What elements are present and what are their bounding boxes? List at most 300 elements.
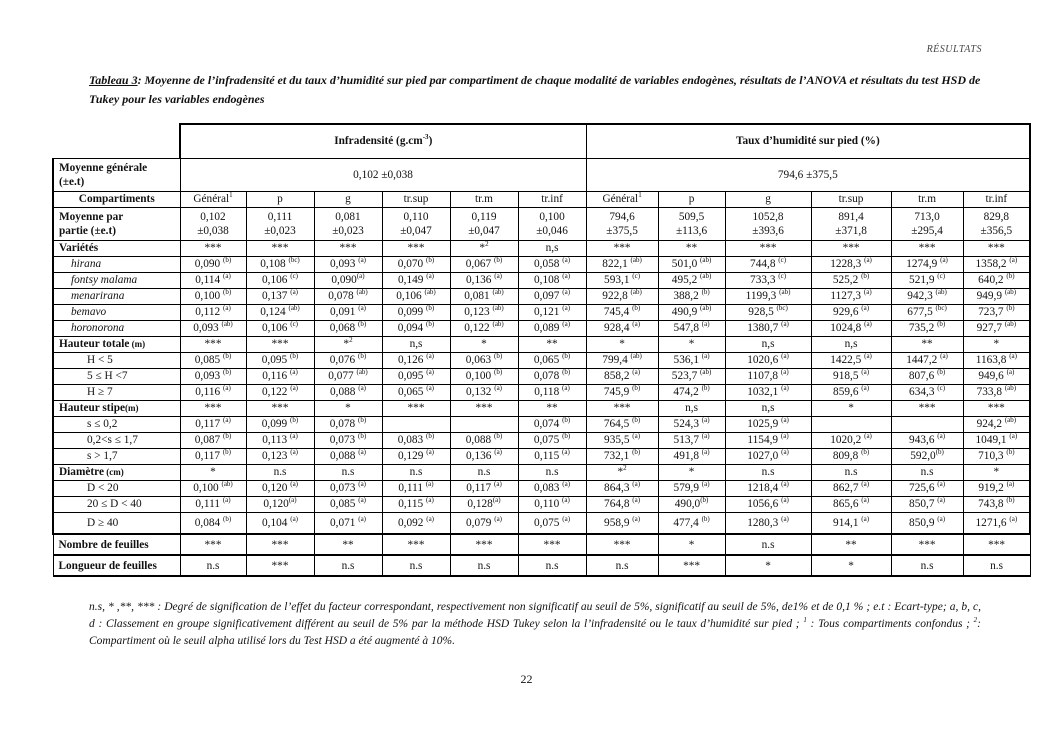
compartiment-header: g: [725, 191, 811, 207]
table-cell: 0,100 $^{(ab)}$: [180, 480, 246, 496]
table-cell: n.s: [180, 555, 246, 576]
table-row: [53, 384, 1030, 400]
table-cell: 0,106 $^{(ab)}$: [382, 288, 450, 304]
table-cell: ***: [586, 534, 658, 555]
row-label: D < 20: [53, 480, 180, 496]
table-cell: 523,7 $^{(ab)}$: [658, 368, 725, 384]
row-label: Longueur de feuilles: [53, 555, 180, 576]
table-cell: 0,137 $^{(a)}$: [246, 288, 314, 304]
table-cell: 0,122 $^{(a)}$: [246, 384, 314, 400]
moyenne-partie-cell: 829,8 ±356,5: [963, 207, 1030, 240]
table-cell: 922,8 $^{(ab)}$: [586, 288, 658, 304]
caption-label: Tableau 3: [89, 73, 138, 87]
table-cell: ***: [811, 240, 891, 256]
table-cell: 935,5 $^{(a)}$: [586, 432, 658, 448]
table-cell: **: [518, 400, 586, 416]
footnote: n.s, * ,**, *** : Degré de signification de l’effet du facteur correspondant, respectivement non significatif au seuil de 5%, significatif au seuil de 5%, de1% et de 0,1 % ; e.t : Ecart-type; a, b, c, d : Classement en groupe significativement différent au seuil de 5% par la méthode HSD Tukey selon la l’infradensité ou le taux d’humidité sur pied ; $^1$ : Tous compartiments confondus ; $^2$: Compartiment où le seuil alpha utilisé lors du Test HSD a été augmenté à 10%.: [89, 601, 981, 647]
table-cell: n.s: [811, 464, 891, 480]
table-cell: 0,095 $^{(a)}$: [382, 368, 450, 384]
moyenne-generale-row: [53, 158, 1030, 191]
table-cell: n.s: [246, 464, 314, 480]
table-cell: ***: [891, 534, 963, 555]
table-cell: 0,065 $^{(b)}$: [518, 352, 586, 368]
table-cell: *: [811, 400, 891, 416]
table-cell: 0,123 $^{(a)}$: [246, 448, 314, 464]
table-row: [53, 288, 1030, 304]
table-row: [53, 368, 1030, 384]
page-header: RÉSULTATS: [926, 44, 982, 55]
table-cell: 1380,7 $^{(a)}$: [725, 320, 811, 336]
compartiment-header: p: [246, 191, 314, 207]
table-cell: 858,2 $^{(a)}$: [586, 368, 658, 384]
table-cell: 0,073 $^{(b)}$: [314, 432, 382, 448]
moyenne-partie-cell: 713,0 ±295,4: [891, 207, 963, 240]
table-cell: 0,085 $^{(b)}$: [180, 352, 246, 368]
row-label: 5 ≤ H <7: [53, 368, 180, 384]
table-cell: 0,083 $^{(b)}$: [382, 432, 450, 448]
table-cell: 0,117 $^{(a)}$: [450, 480, 518, 496]
table-row: [53, 464, 1030, 480]
table-cell: 1199,3 $^{(ab)}$: [725, 288, 811, 304]
row-label: Hauteur stipe(m): [53, 400, 180, 416]
table-cell: 0,077 $^{(ab)}$: [314, 368, 382, 384]
table-cell: 0,088 $^{(b)}$: [450, 432, 518, 448]
table-cell: 928,4 $^{(a)}$: [586, 320, 658, 336]
table-cell: 0,097 $^{(a)}$: [518, 288, 586, 304]
moyenne-partie-label: Moyenne par partie (±e.t): [53, 207, 180, 240]
table-cell: 1154,9 $^{(a)}$: [725, 432, 811, 448]
table-cell: 799,4 $^{(ab)}$: [586, 352, 658, 368]
table-cell: 491,8 $^{(a)}$: [658, 448, 725, 464]
table-cell: 0,099 $^{(b)}$: [246, 416, 314, 432]
table-cell: 764,5 $^{(b)}$: [586, 416, 658, 432]
table-cell: [382, 416, 450, 432]
table-cell: 809,8 $^{(b)}$: [811, 448, 891, 464]
table-cell: 928,5 $^{(bc)}$: [725, 304, 811, 320]
table-cell: 1020,2 $^{(a)}$: [811, 432, 891, 448]
table-cell: n.s: [314, 555, 382, 576]
table-row: [53, 480, 1030, 496]
table-cell: 547,8 $^{(a)}$: [658, 320, 725, 336]
table-cell: 1027,0 $^{(a)}$: [725, 448, 811, 464]
compartiment-header: tr.inf: [518, 191, 586, 207]
table-cell: 592,0$^{(b)}$: [891, 448, 963, 464]
table-cell: 0,123 $^{(ab)}$: [450, 304, 518, 320]
table-cell: 0,111 $^{(a)}$: [180, 496, 246, 512]
table-cell: 0,078 $^{(b)}$: [314, 416, 382, 432]
table-cell: 0,078 $^{(b)}$: [518, 368, 586, 384]
table-row: [53, 336, 1030, 352]
table-cell: ***: [314, 240, 382, 256]
table-cell: 733,3 $^{(c)}$: [725, 272, 811, 288]
table-cell: 1274,9 $^{(a)}$: [891, 256, 963, 272]
table-cell: n,s: [658, 400, 725, 416]
table-cell: n,s: [382, 336, 450, 352]
table-cell: ***: [450, 534, 518, 555]
table-cell: n.s: [586, 555, 658, 576]
table-cell: n.s: [450, 464, 518, 480]
table-cell: **: [314, 534, 382, 555]
table-row: [53, 256, 1030, 272]
table-row: [53, 432, 1030, 448]
group-taux-humidite: Taux d’humidité sur pied (%): [586, 124, 1030, 158]
table-cell: 0,075 $^{(b)}$: [518, 432, 586, 448]
compartiments-label: Compartiments: [53, 191, 180, 207]
table-cell: 745,9 $^{(b)}$: [586, 384, 658, 400]
table-cell: *: [811, 555, 891, 576]
table-cell: 0,095 $^{(b)}$: [246, 352, 314, 368]
table-cell: 513,7 $^{(a)}$: [658, 432, 725, 448]
moyenne-partie-cell: 509,5 ±113,6: [658, 207, 725, 240]
table-cell: ***: [518, 534, 586, 555]
table-cell: 0,058 $^{(a)}$: [518, 256, 586, 272]
moyenne-partie-cell: 0,110 ±0,047: [382, 207, 450, 240]
table-cell: *$^2$: [314, 336, 382, 352]
table-cell: 918,5 $^{(a)}$: [811, 368, 891, 384]
table-cell: 0,116 $^{(a)}$: [246, 368, 314, 384]
table-cell: 0,068 $^{(b)}$: [314, 320, 382, 336]
row-label: menarirana: [53, 288, 180, 304]
table-cell: 924,2 $^{(ab)}$: [963, 416, 1030, 432]
table-cell: 0,067 $^{(b)}$: [450, 256, 518, 272]
table-cell: 0,091 $^{(a)}$: [314, 304, 382, 320]
table-cell: **: [891, 336, 963, 352]
table-cell: 1107,8 $^{(a)}$: [725, 368, 811, 384]
table-cell: **: [811, 534, 891, 555]
moyenne-partie-cell: 0,100 ±0,046: [518, 207, 586, 240]
table-cell: 0,100 $^{(b)}$: [180, 288, 246, 304]
table-cell: 0,083 $^{(a)}$: [518, 480, 586, 496]
table-cell: 733,8 $^{(ab)}$: [963, 384, 1030, 400]
table-cell: 743,8 $^{(b)}$: [963, 496, 1030, 512]
table-cell: 862,7 $^{(a)}$: [811, 480, 891, 496]
row-label: H < 5: [53, 352, 180, 368]
table-cell: 0,117 $^{(a)}$: [180, 416, 246, 432]
table-cell: 0,089 $^{(a)}$: [518, 320, 586, 336]
row-label: s > 1,7: [53, 448, 180, 464]
table-cell: ***: [382, 534, 450, 555]
table-cell: ***: [246, 555, 314, 576]
table-row: [53, 240, 1030, 256]
table-cell: 1020,6 $^{(a)}$: [725, 352, 811, 368]
table-cell: n.s: [963, 555, 1030, 576]
table-cell: 943,6 $^{(a)}$: [891, 432, 963, 448]
table-cell: 0,121 $^{(a)}$: [518, 304, 586, 320]
table-cell: [811, 416, 891, 432]
row-label: 0,2<s ≤ 1,7: [53, 432, 180, 448]
moyenne-partie-cell: 0,102 ±0,038: [180, 207, 246, 240]
table-cell: 0,094 $^{(b)}$: [382, 320, 450, 336]
table-cell: 919,2 $^{(a)}$: [963, 480, 1030, 496]
table-cell: *: [586, 336, 658, 352]
table-cell: 0,090 $^{(b)}$: [180, 256, 246, 272]
table-cell: 634,3 $^{(c)}$: [891, 384, 963, 400]
table-cell: n.s: [382, 555, 450, 576]
table-row: [53, 512, 1030, 534]
table-cell: ***: [246, 336, 314, 352]
table-cell: ***: [725, 240, 811, 256]
table-cell: 927,7 $^{(ab)}$: [963, 320, 1030, 336]
row-label: Diamètre (cm): [53, 464, 180, 480]
table-cell: **: [518, 336, 586, 352]
row-label: hirana: [53, 256, 180, 272]
table-cell: 0,122 $^{(ab)}$: [450, 320, 518, 336]
table-cell: *: [450, 336, 518, 352]
compartiment-header: tr.m: [450, 191, 518, 207]
table-cell: 1127,3 $^{(a)}$: [811, 288, 891, 304]
table-cell: 474,2 $^{(b)}$: [658, 384, 725, 400]
table-cell: *: [314, 400, 382, 416]
compartiment-header: tr.sup: [811, 191, 891, 207]
table-cell: 0,110 $^{(a)}$: [518, 496, 586, 512]
table-cell: 0,136 $^{(a)}$: [450, 448, 518, 464]
compartiments-row: [53, 191, 1030, 207]
table-cell: 1271,6 $^{(a)}$: [963, 512, 1030, 534]
table-cell: 949,9 $^{(ab)}$: [963, 288, 1030, 304]
table-row: [53, 496, 1030, 512]
table-cell: 0,136 $^{(a)}$: [450, 272, 518, 288]
table-row: [53, 272, 1030, 288]
table-cell: 0,112 $^{(a)}$: [180, 304, 246, 320]
table-cell: 0,085 $^{(a)}$: [314, 496, 382, 512]
compartiment-header: tr.sup: [382, 191, 450, 207]
table-cell: 949,6 $^{(a)}$: [963, 368, 1030, 384]
table-cell: *: [658, 534, 725, 555]
table-cell: 1024,8 $^{(a)}$: [811, 320, 891, 336]
table-cell: 490,0$^{(b)}$: [658, 496, 725, 512]
table-cell: 0,093 $^{(ab)}$: [180, 320, 246, 336]
table-cell: 807,6 $^{(b)}$: [891, 368, 963, 384]
compartiment-header: tr.m: [891, 191, 963, 207]
table-cell: *: [658, 464, 725, 480]
table-row: [53, 400, 1030, 416]
table-cell: ***: [382, 240, 450, 256]
compartiment-header: Général$^1$: [180, 191, 246, 207]
table-cell: 744,8 $^{(c)}$: [725, 256, 811, 272]
moyenne-generale-infra: 0,102 ±0,038: [180, 158, 586, 191]
table-cell: 0,129 $^{(a)}$: [382, 448, 450, 464]
table-cell: 1163,8 $^{(a)}$: [963, 352, 1030, 368]
table-cell: n.s: [450, 555, 518, 576]
table-cell: 0,084 $^{(b)}$: [180, 512, 246, 534]
table-cell: 929,6 $^{(a)}$: [811, 304, 891, 320]
table-cell: 865,6 $^{(a)}$: [811, 496, 891, 512]
table-cell: ***: [891, 240, 963, 256]
table-cell: [450, 416, 518, 432]
table-cell: 0,104 $^{(a)}$: [246, 512, 314, 534]
table-cell: 0,099 $^{(b)}$: [382, 304, 450, 320]
table-cell: 0,073 $^{(a)}$: [314, 480, 382, 496]
table-cell: 850,9 $^{(a)}$: [891, 512, 963, 534]
table-cell: ***: [658, 555, 725, 576]
row-label: Variétés: [53, 240, 180, 256]
moyenne-generale-taux: 794,6 ±375,5: [586, 158, 1030, 191]
table-cell: **: [658, 240, 725, 256]
table-cell: 0,065 $^{(a)}$: [382, 384, 450, 400]
table-cell: *: [725, 555, 811, 576]
compartiment-header: tr.inf: [963, 191, 1030, 207]
compartiment-header: Général$^1$: [586, 191, 658, 207]
table-cell: n.s: [518, 464, 586, 480]
table-cell: 958,9 $^{(a)}$: [586, 512, 658, 534]
table-cell: 0,075 $^{(a)}$: [518, 512, 586, 534]
table-cell: 1280,3 $^{(a)}$: [725, 512, 811, 534]
table-cell: 1049,1 $^{(a)}$: [963, 432, 1030, 448]
table-cell: 822,1 $^{(ab)}$: [586, 256, 658, 272]
table-cell: 0,115 $^{(a)}$: [382, 496, 450, 512]
page-number: 22: [520, 672, 533, 686]
table-row: [53, 448, 1030, 464]
row-label: H ≥ 7: [53, 384, 180, 400]
table-cell: 0,078 $^{(ab)}$: [314, 288, 382, 304]
row-label: 20 ≤ D < 40: [53, 496, 180, 512]
table-cell: 859,6 $^{(a)}$: [811, 384, 891, 400]
table-cell: 0,118 $^{(a)}$: [518, 384, 586, 400]
table-cell: 0,071 $^{(a)}$: [314, 512, 382, 534]
table-cell: 0,074 $^{(b)}$: [518, 416, 586, 432]
table-cell: 0,106 $^{(c)}$: [246, 320, 314, 336]
table-cell: 536,1 $^{(a)}$: [658, 352, 725, 368]
table-cell: ***: [180, 400, 246, 416]
moyenne-partie-cell: 0,081 ±0,023: [314, 207, 382, 240]
row-label: s ≤ 0,2: [53, 416, 180, 432]
row-label: D ≥ 40: [53, 512, 180, 534]
table-cell: 495,2 $^{(ab)}$: [658, 272, 725, 288]
table-row: [53, 320, 1030, 336]
moyenne-partie-cell: 0,119 ±0,047: [450, 207, 518, 240]
table-cell: n.s: [725, 464, 811, 480]
moyenne-partie-cell: 794,6 ±375,5: [586, 207, 658, 240]
table-caption: [89, 71, 984, 109]
table-row: [53, 534, 1030, 555]
table-cell: 0,128$^{(a)}$: [450, 496, 518, 512]
table-cell: 0,063 $^{(b)}$: [450, 352, 518, 368]
table-cell: n,s: [725, 400, 811, 416]
table-cell: 521,9 $^{(c)}$: [891, 272, 963, 288]
table-cell: 0,108 $^{(bc)}$: [246, 256, 314, 272]
table-cell: n,s: [518, 240, 586, 256]
table-cell: ***: [450, 400, 518, 416]
table-cell: 388,2 $^{(b)}$: [658, 288, 725, 304]
table-cell: 942,3 $^{(ab)}$: [891, 288, 963, 304]
table-row: [53, 352, 1030, 368]
table-cell: 1358,2 $^{(a)}$: [963, 256, 1030, 272]
table-cell: ***: [246, 534, 314, 555]
table-cell: *: [963, 464, 1030, 480]
table-cell: ***: [963, 400, 1030, 416]
group-infradensite: Infradensité $(g.cm^{-3})$: [180, 124, 586, 158]
table-cell: ***: [246, 240, 314, 256]
table-cell: 745,4 $^{(b)}$: [586, 304, 658, 320]
moyenne-partie-cell: 0,111 ±0,023: [246, 207, 314, 240]
table-cell: n.s: [891, 555, 963, 576]
table-cell: 864,3 $^{(a)}$: [586, 480, 658, 496]
table-cell: 1447,2 $^{(a)}$: [891, 352, 963, 368]
table-cell: 0,120 $^{(a)}$: [246, 480, 314, 496]
table-cell: 524,3 $^{(a)}$: [658, 416, 725, 432]
table-cell: ***: [180, 534, 246, 555]
table-cell: 1056,6 $^{(a)}$: [725, 496, 811, 512]
row-label: bemavo: [53, 304, 180, 320]
table-cell: ***: [891, 400, 963, 416]
row-label: Hauteur totale (m): [53, 336, 180, 352]
table-cell: 0,113 $^{(a)}$: [246, 432, 314, 448]
table-cell: 0,117 $^{(b)}$: [180, 448, 246, 464]
table-cell: 1025,9 $^{(a)}$: [725, 416, 811, 432]
table-cell: 0,120$^{(a)}$: [246, 496, 314, 512]
table-cell: ***: [963, 240, 1030, 256]
moyenne-partie-cell: 1052,8 ±393,6: [725, 207, 811, 240]
table-cell: *: [963, 336, 1030, 352]
table-cell: 0,100 $^{(b)}$: [450, 368, 518, 384]
table-cell: 764,8 $^{(a)}$: [586, 496, 658, 512]
table-cell: 0,092 $^{(a)}$: [382, 512, 450, 534]
table-cell: 0,081 $^{(ab)}$: [450, 288, 518, 304]
table-cell: 0,149 $^{(a)}$: [382, 272, 450, 288]
table-cell: n,s: [725, 336, 811, 352]
table-cell: 0,070 $^{(b)}$: [382, 256, 450, 272]
table-cell: 0,114 $^{(a)}$: [180, 272, 246, 288]
table-cell: *$^2$: [586, 464, 658, 480]
table-cell: ***: [963, 534, 1030, 555]
row-label: horonorona: [53, 320, 180, 336]
table-cell: ***: [246, 400, 314, 416]
table-cell: 850,7 $^{(a)}$: [891, 496, 963, 512]
table-cell: 0,079 $^{(a)}$: [450, 512, 518, 534]
table-row: [53, 555, 1030, 576]
results-table: [52, 123, 1031, 577]
table-cell: 1032,1 $^{(a)}$: [725, 384, 811, 400]
table-cell: n.s: [518, 555, 586, 576]
table-cell: 914,1 $^{(a)}$: [811, 512, 891, 534]
table-cell: 640,2 $^{(b)}$: [963, 272, 1030, 288]
table-cell: 0,124 $^{(ab)}$: [246, 304, 314, 320]
moyenne-partie-row: [53, 207, 1030, 240]
table-cell: 0,115 $^{(a)}$: [518, 448, 586, 464]
table-cell: n.s: [891, 464, 963, 480]
table-cell: n,s: [811, 336, 891, 352]
table-cell: 732,1 $^{(b)}$: [586, 448, 658, 464]
data-body: [53, 240, 1030, 576]
table-row: [53, 304, 1030, 320]
table-cell: 0,087 $^{(b)}$: [180, 432, 246, 448]
table-cell: *: [180, 464, 246, 480]
moyenne-generale-label: Moyenne générale (±e.t): [53, 158, 180, 191]
table-cell: 1228,3 $^{(a)}$: [811, 256, 891, 272]
table-cell: 579,9 $^{(a)}$: [658, 480, 725, 496]
table-cell: ***: [382, 400, 450, 416]
table-cell: 0,106 $^{(c)}$: [246, 272, 314, 288]
table-cell: 723,7 $^{(b)}$: [963, 304, 1030, 320]
table-cell: 1422,5 $^{(a)}$: [811, 352, 891, 368]
table-cell: 0,093 $^{(a)}$: [314, 256, 382, 272]
table-cell: n.s: [314, 464, 382, 480]
group-header-row: [53, 124, 1030, 158]
table-cell: *: [658, 336, 725, 352]
table-cell: 593,1 $^{(c)}$: [586, 272, 658, 288]
table-cell: 0,116 $^{(a)}$: [180, 384, 246, 400]
table-cell: 0,093 $^{(b)}$: [180, 368, 246, 384]
table-cell: ***: [180, 240, 246, 256]
table-cell: 0,126 $^{(a)}$: [382, 352, 450, 368]
table-cell: 725,6 $^{(a)}$: [891, 480, 963, 496]
row-label: Nombre de feuilles: [53, 534, 180, 555]
moyenne-partie-cell: 891,4 ±371,8: [811, 207, 891, 240]
table-cell: 477,4 $^{(b)}$: [658, 512, 725, 534]
table-cell: ***: [180, 336, 246, 352]
table-cell: 735,2 $^{(b)}$: [891, 320, 963, 336]
table-row: [53, 416, 1030, 432]
